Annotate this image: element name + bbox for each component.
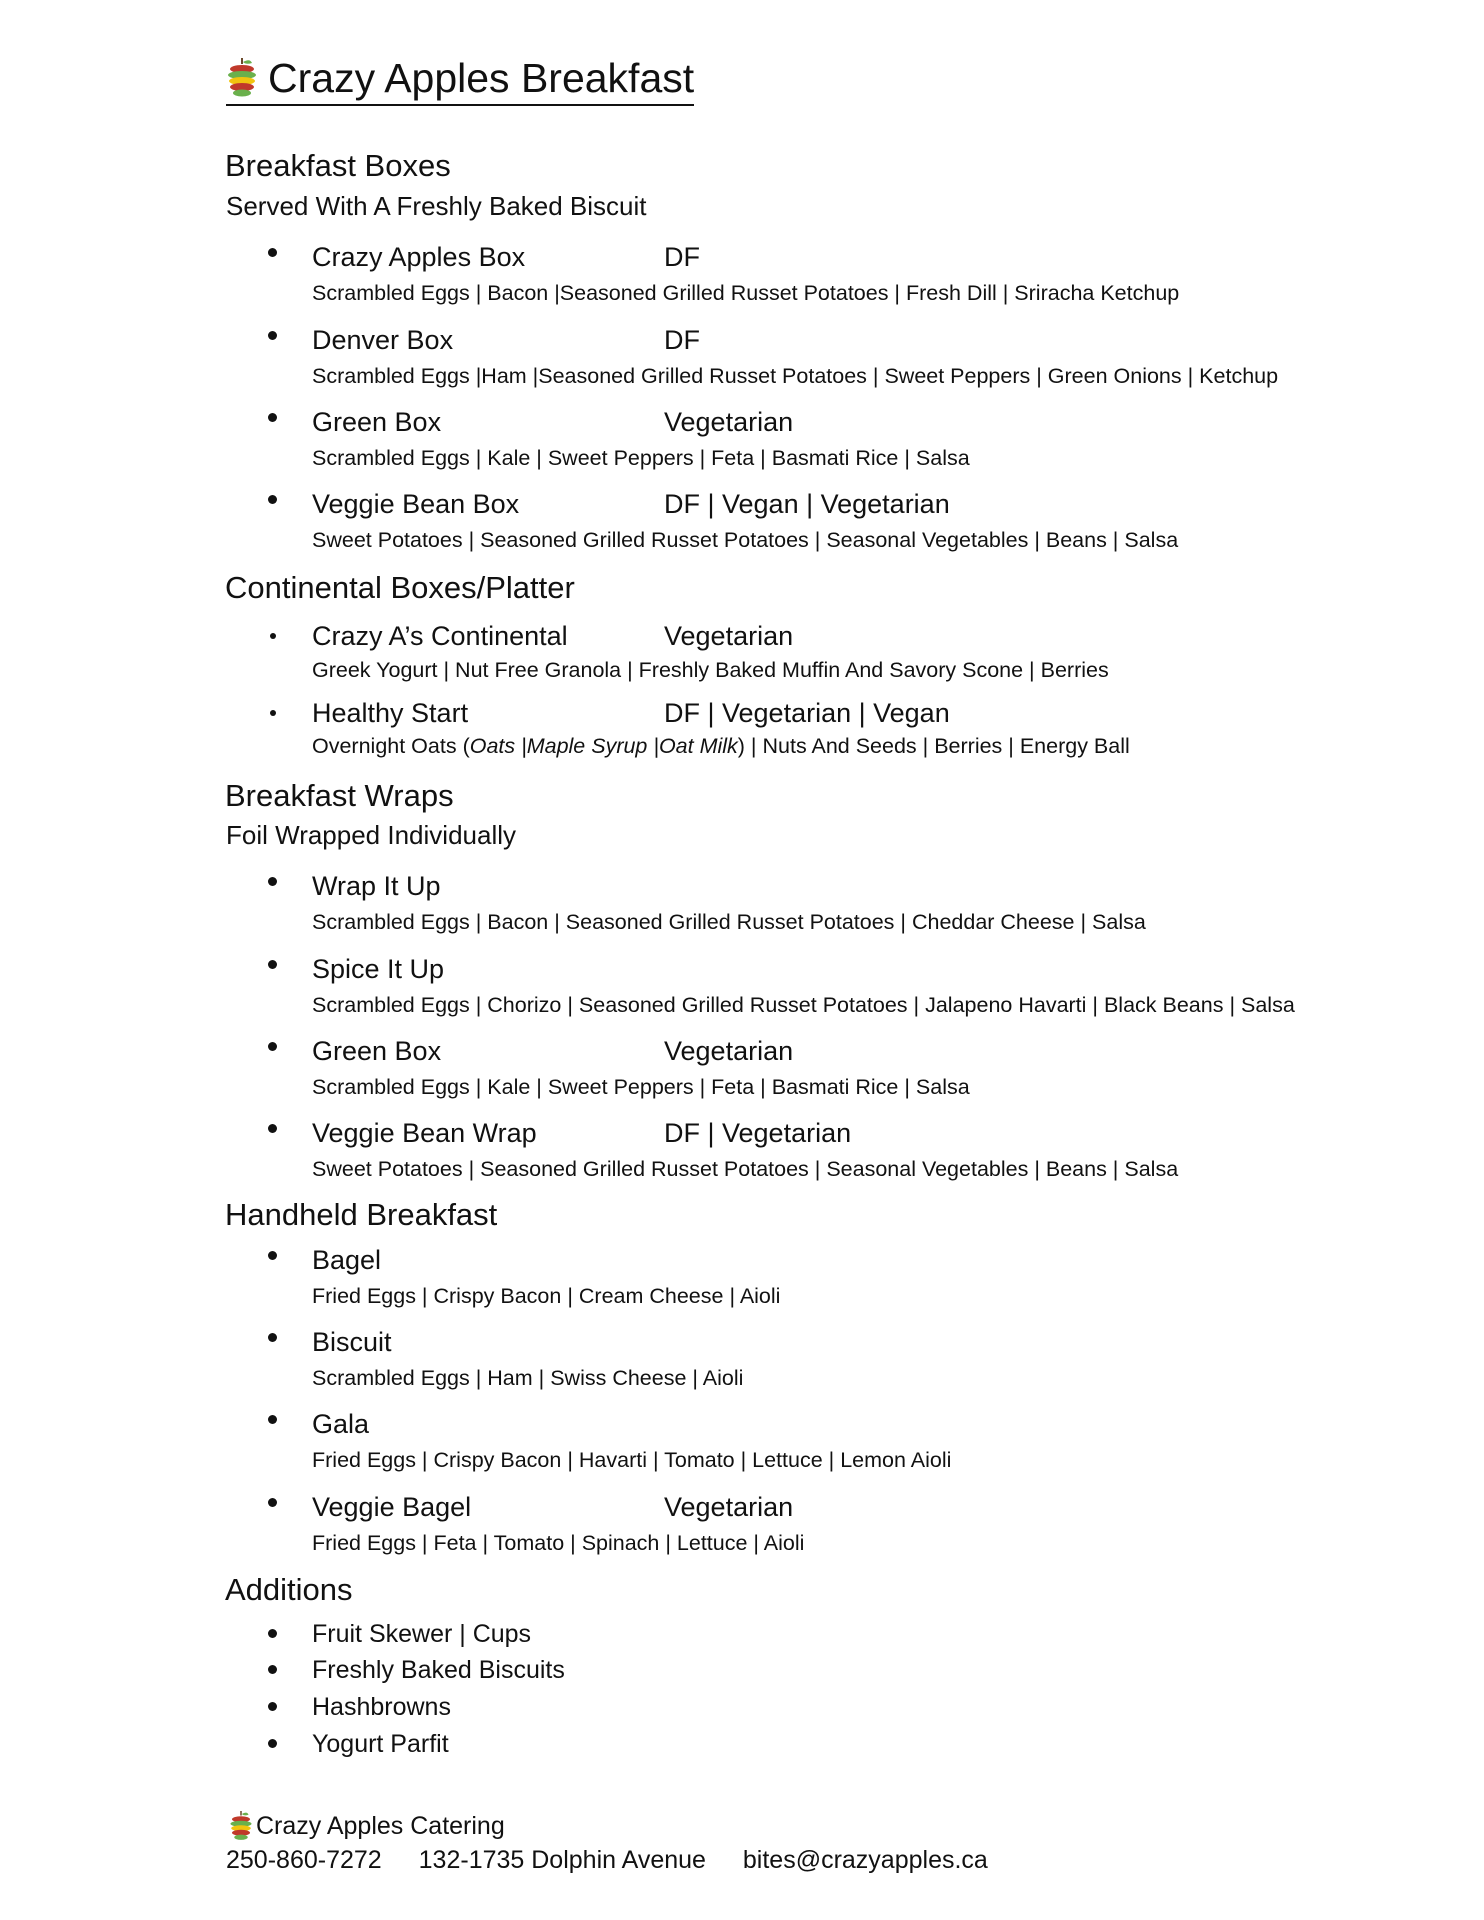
menu-item [0, 240, 1484, 320]
item-description: Scrambled Eggs | Bacon | Seasoned Grilled Russet Potatoes | Cheddar Cheese | Salsa [312, 910, 1146, 934]
item-name: Spice It Up [312, 954, 445, 984]
bullet-icon [268, 877, 277, 886]
bullet-icon [268, 413, 277, 422]
footer-name-text: Crazy Apples Catering [256, 1812, 505, 1840]
menu-item [0, 1034, 1484, 1114]
item-description: Scrambled Eggs | Chorizo | Seasoned Grilled Russet Potatoes | Jalapeno Havarti | Black Beans | Salsa [312, 993, 1295, 1017]
item-name: Fruit Skewer | Cups [312, 1620, 532, 1648]
bullet-icon [268, 248, 277, 257]
page-title [226, 52, 694, 106]
footer-contact [226, 1843, 988, 1877]
bullet-icon [268, 1042, 277, 1051]
item-name: Hashbrowns [312, 1693, 451, 1721]
bullet-icon [268, 1251, 277, 1260]
item-name: Veggie Bean Box [312, 489, 520, 519]
bullet-icon [268, 1124, 277, 1133]
bullet-icon [270, 633, 276, 639]
section-heading-additions: Additions [225, 1572, 353, 1607]
menu-item [0, 323, 1484, 403]
bullet-icon [268, 1498, 277, 1507]
item-name: Denver Box [312, 325, 454, 355]
item-description: Fried Eggs | Crispy Bacon | Cream Cheese | Aioli [312, 1284, 781, 1308]
menu-item [0, 952, 1484, 1032]
item-name: Freshly Baked Biscuits [312, 1656, 565, 1684]
item-name: Bagel [312, 1245, 382, 1275]
bullet-icon [268, 1739, 277, 1748]
item-name: Crazy Apples Box [312, 242, 526, 272]
item-description: Fried Eggs | Crispy Bacon | Havarti | Tomato | Lettuce | Lemon Aioli [312, 1448, 952, 1472]
title-text: Crazy Apples Breakfast [268, 55, 695, 101]
bullet-icon [268, 1333, 277, 1342]
list-item [0, 1653, 900, 1687]
desc-italic: Oats |Maple Syrup |Oat Milk [469, 734, 738, 758]
item-diet-tag: DF | Vegetarian | Vegan [664, 698, 950, 728]
item-name: Biscuit [312, 1327, 392, 1357]
menu-item [0, 1325, 1484, 1405]
item-name: Healthy Start [312, 698, 469, 728]
item-name: Crazy A’s Continental [312, 621, 568, 651]
item-diet-tag: Vegetarian [664, 1036, 794, 1066]
desc-suffix: ) | Nuts And Seeds | Berries | Energy Ball [737, 734, 1130, 758]
item-name: Green Box [312, 1036, 442, 1066]
item-description: Fried Eggs | Feta | Tomato | Spinach | Lettuce | Aioli [312, 1531, 805, 1555]
section-heading-continental: Continental Boxes/Platter [225, 570, 575, 605]
menu-item [0, 869, 1484, 949]
bullet-icon [268, 960, 277, 969]
menu-item [0, 619, 1484, 699]
item-name: Wrap It Up [312, 871, 441, 901]
menu-item [0, 1490, 1484, 1570]
item-description: Scrambled Eggs | Bacon |Seasoned Grilled Russet Potatoes | Fresh Dill | Sriracha Ketchup [312, 281, 1180, 305]
apple-logo-icon [226, 58, 258, 98]
footer-email: bites@crazyapples.ca [742, 1846, 988, 1874]
item-description: Sweet Potatoes | Seasoned Grilled Russet Potatoes | Seasonal Vegetables | Beans | Salsa [312, 528, 1179, 552]
desc-prefix: Overnight Oats ( [312, 734, 470, 758]
menu-item [0, 1407, 1484, 1487]
item-name: Gala [312, 1409, 370, 1439]
item-description: Sweet Potatoes | Seasoned Grilled Russet Potatoes | Seasonal Vegetables | Beans | Salsa [312, 1157, 1179, 1181]
bullet-icon [268, 1702, 277, 1711]
item-description: Scrambled Eggs |Ham |Seasoned Grilled Russet Potatoes | Sweet Peppers | Green Onions | Ketchup [312, 364, 1279, 388]
bullet-icon [268, 1415, 277, 1424]
list-item [0, 1727, 900, 1761]
item-name: Veggie Bean Wrap [312, 1118, 537, 1148]
item-diet-tag: DF [664, 325, 700, 355]
menu-item [0, 1116, 1484, 1196]
menu-item [0, 696, 1484, 776]
footer-address: 132-1735 Dolphin Avenue [418, 1846, 706, 1874]
item-diet-tag: DF | Vegetarian [664, 1118, 852, 1148]
item-diet-tag: Vegetarian [664, 1492, 794, 1522]
bullet-icon [268, 495, 277, 504]
list-item [0, 1690, 900, 1724]
item-diet-tag: DF | Vegan | Vegetarian [664, 489, 950, 519]
item-diet-tag: Vegetarian [664, 621, 794, 651]
bullet-icon [268, 1629, 277, 1638]
menu-item [0, 405, 1484, 485]
item-diet-tag: DF [664, 242, 700, 272]
item-name: Veggie Bagel [312, 1492, 472, 1522]
footer-business-name [228, 1810, 505, 1842]
item-description: Greek Yogurt | Nut Free Granola | Freshly Baked Muffin And Savory Scone | Berries [312, 658, 1109, 682]
item-description: Scrambled Eggs | Kale | Sweet Peppers | Feta | Basmati Rice | Salsa [312, 446, 970, 470]
list-item [0, 1617, 900, 1651]
section-heading-breakfast-boxes: Breakfast Boxes [225, 148, 451, 183]
bullet-icon [270, 710, 276, 716]
bullet-icon [268, 331, 277, 340]
menu-item [0, 1243, 1484, 1323]
item-name: Yogurt Parfit [312, 1730, 449, 1758]
section-heading-wraps: Breakfast Wraps [225, 778, 454, 813]
section-subheading-wraps: Foil Wrapped Individually [226, 820, 516, 850]
item-description: Scrambled Eggs | Kale | Sweet Peppers | Feta | Basmati Rice | Salsa [312, 1075, 970, 1099]
section-subheading-breakfast-boxes: Served With A Freshly Baked Biscuit [226, 191, 647, 221]
item-diet-tag: Vegetarian [664, 407, 794, 437]
menu-item [0, 487, 1484, 567]
footer-phone: 250-860-7272 [226, 1846, 382, 1874]
apple-logo-icon [228, 1811, 254, 1841]
item-description [312, 731, 1130, 761]
item-description: Scrambled Eggs | Ham | Swiss Cheese | Aioli [312, 1366, 744, 1390]
item-name: Green Box [312, 407, 442, 437]
section-heading-handheld: Handheld Breakfast [225, 1197, 498, 1232]
bullet-icon [268, 1665, 277, 1674]
